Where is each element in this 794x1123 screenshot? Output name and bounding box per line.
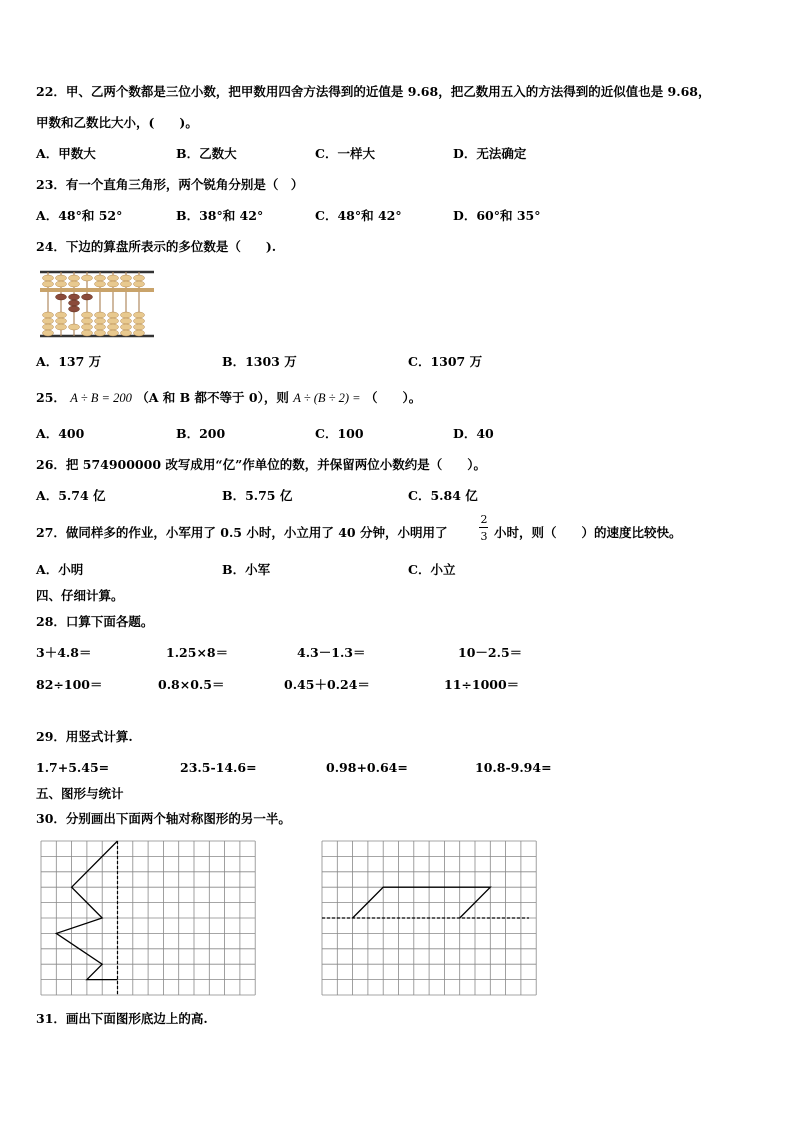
q25-option-d[interactable]: D．40 [453, 426, 494, 441]
q26-option-a[interactable]: A．5.74 亿 [36, 488, 106, 503]
q29-item4: 10.8-9.94= [475, 760, 552, 775]
q29-item1: 1.7+5.45= [36, 760, 110, 775]
q23-stem: 23．有一个直角三角形，两个锐角分别是（ ） [36, 177, 304, 192]
q28-r2-item2: 0.8×0.5＝ [158, 677, 225, 692]
q22-option-b[interactable]: B．乙数大 [176, 146, 237, 161]
q25-mid: （A 和 B 都不等于 0），则 [136, 390, 289, 405]
q22-line1: 22．甲、乙两个数都是三位小数，把甲数用四舍方法得到的近值是 9.68，把乙数用五入的方法得到的近似值也是 9.68， [36, 84, 711, 99]
q28-r1-item2: 1.25×8＝ [166, 645, 229, 660]
section-5-heading: 五、图形与统计 [36, 786, 124, 801]
q25-expr2: A ÷ (B ÷ 2) = [293, 391, 361, 405]
q28-r1-item3: 4.3－1.3＝ [297, 645, 366, 660]
q27-frac-line [479, 527, 488, 528]
q27-part1: 27．做同样多的作业，小军用了 0.5 小时，小立用了 40 分钟，小明用了 [36, 525, 448, 540]
q25-option-c[interactable]: C．100 [315, 426, 364, 441]
q28-stem: 28．口算下面各题。 [36, 614, 154, 629]
q25-stem [36, 390, 421, 406]
q27-part2: 小时，则（ ）的速度比较快。 [494, 525, 682, 540]
q27-option-b[interactable]: B．小军 [222, 562, 271, 577]
q25-prefix: 25． [36, 390, 66, 405]
q25-expr1: A ÷ B = 200 [70, 391, 132, 405]
abacus-figure [40, 270, 154, 338]
q26-option-c[interactable]: C．5.84 亿 [408, 488, 478, 503]
q29-stem: 29．用竖式计算. [36, 729, 133, 744]
q23-option-b[interactable]: B．38°和 42° [176, 208, 264, 223]
q29-item2: 23.5-14.6= [180, 760, 257, 775]
q22-option-a[interactable]: A．甲数大 [36, 146, 96, 161]
q25-option-a[interactable]: A．400 [36, 426, 85, 441]
q24-option-b[interactable]: B．1303 万 [222, 354, 297, 369]
q22-option-c[interactable]: C．一样大 [315, 146, 375, 161]
q27-frac-den: 3 [480, 530, 488, 543]
q22-line2: 甲数和乙数比大小，( )。 [36, 115, 198, 130]
section-4-heading: 四、仔细计算。 [36, 588, 124, 603]
q30-stem: 30．分别画出下面两个轴对称图形的另一半。 [36, 811, 291, 826]
q28-r2-item4: 11÷1000＝ [444, 677, 520, 692]
q27-option-c[interactable]: C．小立 [408, 562, 456, 577]
q26-option-b[interactable]: B．5.75 亿 [222, 488, 293, 503]
q27-option-a[interactable]: A．小明 [36, 562, 84, 577]
q26-stem: 26．把 574900000 改写成用“亿”作单位的数，并保留两位小数约是（ ）。 [36, 457, 487, 472]
q30-grid-right[interactable] [321, 840, 543, 998]
q28-r2-item3: 0.45＋0.24＝ [284, 677, 370, 692]
q23-option-a[interactable]: A．48°和 52° [36, 208, 123, 223]
q28-r1-item1: 3＋4.8＝ [36, 645, 92, 660]
q22-option-d[interactable]: D．无法确定 [453, 146, 527, 161]
q30-grid-left[interactable] [40, 840, 260, 998]
q23-option-d[interactable]: D．60°和 35° [453, 208, 541, 223]
q28-r2-item1: 82÷100＝ [36, 677, 103, 692]
q25-suffix: （ ）。 [364, 390, 422, 405]
q31-stem: 31．画出下面图形底边上的高. [36, 1011, 208, 1026]
q24-option-c[interactable]: C．1307 万 [408, 354, 483, 369]
q24-option-a[interactable]: A．137 万 [36, 354, 102, 369]
q23-option-c[interactable]: C．48°和 42° [315, 208, 402, 223]
q24-stem: 24．下边的算盘所表示的多位数是（ ). [36, 239, 277, 254]
q27-frac-num: 2 [480, 513, 488, 526]
q29-item3: 0.98+0.64= [326, 760, 408, 775]
q25-option-b[interactable]: B．200 [176, 426, 226, 441]
q28-r1-item4: 10－2.5＝ [458, 645, 523, 660]
